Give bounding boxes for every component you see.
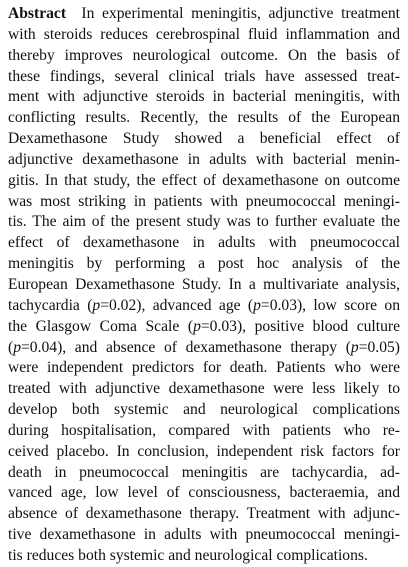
abstract-line-15: [8, 296, 400, 317]
abstract-line-21: during hospitalisation, compared with patients who re-: [8, 421, 400, 439]
text-segment: =0.03), positive blood culture: [200, 317, 400, 335]
abstract-line-25: absence of dexamethasone therapy. Treatment with adjunc-: [8, 505, 400, 523]
text-segment: =0.05): [358, 338, 400, 356]
abstract-line-27: tis reduces both systemic and neurological complications.: [8, 546, 368, 564]
abstract-line-13: meningitis by performing a post hoc analysis of the: [8, 255, 400, 273]
abstract-line-19: treated with adjunctive dexamethasone were less likely to: [8, 380, 400, 398]
abstract-line-5: ment with adjunctive steroids in bacterial meningitis, with: [8, 88, 400, 106]
text-segment: =0.04), and absence of dexamethasone therapy (: [21, 338, 351, 356]
abstract-text: In experimental meningitis, adjunctive treatment: [81, 5, 401, 22]
abstract-line-2: with steroids reduces cerebrospinal fluid inflammation and: [8, 25, 400, 43]
p-value-symbol: p: [350, 338, 359, 356]
abstract-line-20: develop both systemic and neurological complications: [8, 401, 400, 419]
abstract-line-23: death in pneumococcal meningitis are tachycardia, ad-: [8, 463, 400, 481]
abstract-line-24: vanced age, low level of consciousness, bacteraemia, and: [8, 484, 400, 502]
abstract-heading: Abstract: [8, 5, 67, 22]
abstract-paragraph: [8, 4, 400, 567]
abstract-line-11: tis. The aim of the present study was to further evaluate the: [8, 213, 400, 231]
text-segment: =0.02), advanced age (: [100, 296, 254, 314]
p-value-symbol: p: [92, 296, 101, 314]
p-value-symbol: p: [13, 338, 21, 356]
abstract-line-1: [8, 4, 400, 25]
text-segment: the Glasgow Coma Scale (: [8, 317, 194, 335]
abstract-line-22: ceived placebo. In conclusion, independent risk factors for: [8, 442, 400, 460]
abstract-line-17: [8, 338, 400, 359]
p-value-symbol: p: [253, 296, 261, 314]
abstract-line-14: European Dexamethasone Study. In a multivariate analysis,: [8, 275, 400, 293]
abstract-line-16: [8, 317, 400, 338]
p-value-symbol: p: [193, 317, 201, 335]
text-segment: tachycardia (: [8, 296, 93, 314]
text-segment: =0.03), low score on: [260, 296, 400, 314]
abstract-line-12: effect of dexamethasone in adults with pneumococcal: [8, 234, 400, 252]
abstract-line-10: was most striking in patients with pneumococcal meningi-: [8, 192, 400, 210]
abstract-line-7: Dexamethasone Study showed a beneficial effect of: [8, 130, 400, 148]
abstract-line-4: these findings, several clinical trials have assessed treat-: [8, 67, 400, 85]
abstract-line-9: gitis. In that study, the effect of dexamethasone on outcome: [8, 171, 400, 189]
abstract-line-3: thereby improves neurological outcome. On the basis of: [8, 46, 400, 64]
abstract-line-6: conflicting results. Recently, the results of the European: [8, 109, 400, 127]
abstract-line-26: tive dexamethasone in adults with pneumococcal meningi-: [8, 526, 400, 544]
text-segment: (: [8, 338, 14, 356]
abstract-line-8: adjunctive dexamethasone in adults with bacterial menin-: [8, 150, 400, 168]
abstract-line-18: were independent predictors for death. Patients who were: [8, 359, 400, 377]
